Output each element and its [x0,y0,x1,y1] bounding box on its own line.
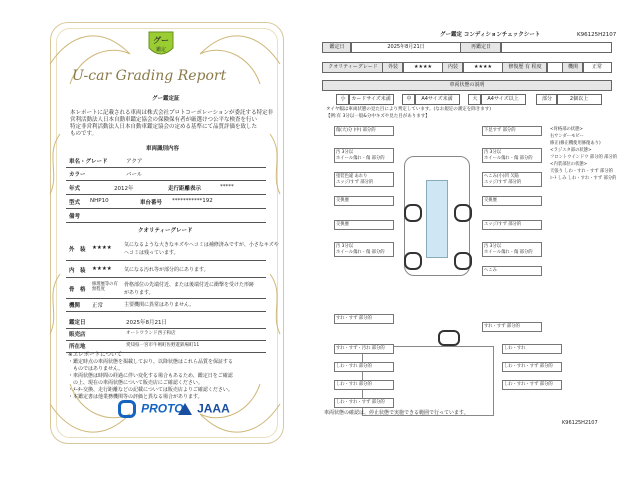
quality-label: クオリティーグレード [322,62,384,73]
footer-row: 鑑定日 2025年8月21日 [66,318,266,329]
steering-wheel-icon [438,330,460,346]
sheet-title: グー鑑定 コンディションチェックシート [440,32,541,38]
damage-label: 交換歴 [482,196,542,206]
reinspect-label: 再鑑定日 [460,42,502,53]
quality-section-title: クオリティーグレード [138,228,193,234]
int-stars: ★★★★ [462,62,504,73]
quality-row: 外 装 ★★★★ 気になるような大きなキズやヘコミは補修済みですが、小さなキズや ヘコミは残っています。 [66,240,266,261]
quality-row: 内 装 ★★★★ 気になる汚れ等が部分的にあります。 [66,263,266,278]
vehicle-row: カラー パール [66,170,266,181]
damage-label: 汚 3分以 ホイール傷れ・傷 部分的 [482,242,542,257]
damage-label: 交換歴 [334,196,394,206]
damage-label: しわ・すれ・すず 部分的 [502,380,562,390]
damage-label: すれ・すず 部分的 [334,314,394,324]
jaaa-logo: JAAA [178,398,230,417]
wheel-front-left [404,204,422,222]
vehicle-section-title: 車両識別内容 [146,146,180,152]
size-small: 小 [336,94,350,105]
intro-text: 本レポートに記載される車両は株式会社プロトコーポレーションが委託する特定非 営利活動法人日本自動車鑑定協会の保険保有者が厳選けつ公平な検査を行い 特定非営利活動法人日本自動車鑑定協会の定める基準にて品質評価を致した ものです。 [70,110,274,137]
damage-label: 汚 3分以 ホイール傷れ・傷 部分的 [334,242,394,257]
sheet-code: K96125H2107 [577,32,617,38]
quality-row: 骨 格 修理歴等の有無程度 骨格部位の先端付近、または後端付近に衝撃を受けた形跡 があります。 [66,280,266,299]
footer-row: 販売店 オートワランド西子和店 [66,330,266,341]
damage-label: しわ・すれ [502,344,562,354]
ext-label: 外装 [382,62,404,73]
damage-label: へこみ [482,266,542,276]
vehicle-row: 年式 2012年 走行距離表示 ***** [66,184,266,195]
damage-label: 下見すず 部分的 [482,126,542,136]
damage-label: しわ・すれ・すず 部分的 [502,362,562,372]
car-roof-glass [426,180,448,258]
size-large-desc: A4サイズ以上 [480,94,526,105]
engine-label: 機関 [562,62,584,73]
size-large: 大 [468,94,482,105]
wheel-rear-left [404,252,422,270]
reinspect-date [500,42,612,53]
state-section-title: 車両状態の説明 [322,80,612,91]
parts-label: 部分 [536,94,558,105]
footer-note: 車両状態の確認は、停止状態で実施できる範囲で行っています。 [324,410,469,416]
note-2: 【例:有 3分以一般&分中キズや見た目があります】 [326,114,430,119]
vehicle-row: 備考 [66,212,266,223]
wheel-rear-right [454,252,472,270]
damage-label: すれ・すず・汚れ 部分的 [334,344,394,354]
damage-label: 傷(大)分 (中) 部分的 [334,126,394,136]
damage-label: すれ・すず 部分的 [482,322,542,332]
svg-text:鑑定: 鑑定 [155,47,167,53]
vehicle-row: 車名・グレード アクア [66,157,266,168]
size-medium-desc: A4サイズ未満 [414,94,460,105]
parts-value: 2個以上 [556,94,602,105]
proto-logo: PROTO [118,398,184,418]
ext-stars: ★★★★ [402,62,444,73]
damage-label: 汚 3分以 ホイール傷れ・傷 部分的 [482,148,542,163]
damage-label: エッジ/すず 部分的 [482,220,542,230]
certificate-title: U-car Grading Report [72,68,227,84]
damage-label: しわ・すれ 部分的 [334,380,394,390]
damage-label: へこみ(小)凹 欠陥 エッジ/すず 部分的 [482,172,542,187]
condition-notes: <骨格部の状態> 右サンダーモビー 修正(修正機使用修復あり) <ラジエタ部の状態> フロントウインドウ 部分的 部分的 <内装部位の状態> 天張り しわ・すれ・すず 部分的 ｼｰﾄ しみ しわ・すれ・すず 部分的 [550,127,618,181]
note-1: タイヤ幅は車両状態の見た目により判定しています。(なお規定の測定を除きます) [326,107,492,112]
vehicle-row: 型式 NHP10 車台番号 ***********192 [66,198,266,209]
damage-label: 汚 3分以 ホイール傷れ・傷 部分的 [334,148,394,163]
inspect-date-label: 鑑定日 [322,42,352,53]
damage-label: しわ・すれ・すず 部分的 [334,398,394,408]
quality-row: 機関 正常 主要機関に異常はありません。 [66,301,266,312]
damage-label: しわ・すれ 部分的 [334,362,394,372]
grading-certificate [0,0,318,480]
notes: ※ヱレポートについて ・鑑定時点の車両状態を掲載しており、以降状態はこれら品質を保証する ものではありません。 ・車両状態は時間の経過に伴い変化する場合もあるため、鑑定日をご確認 の上、現在の車両状態について販売店にご確認ください。 ・ﾒｰﾀｰ交換、走行距離などの記載については販売店よりご確認ください。 ・本鑑定書は他業務機関等の評価と異なる場合があります。 [68,352,234,400]
certificate-subtitle: グー鑑定証 [152,96,180,102]
wheel-front-right [454,204,472,222]
damage-label: 塗装色違 あれり エッジ/すず 部分的 [334,172,394,187]
size-small-desc: カードサイズ未満 [348,94,394,105]
svg-text:グー: グー [153,36,169,45]
footer-code: K96125H2107 [562,420,598,426]
inspect-date: 2025年8月21日 [350,42,462,53]
repair-label: 修復歴 有 程度 [502,62,548,73]
condition-check-sheet [322,30,618,426]
size-medium: 中 [402,94,416,105]
footer-row: 所在地 愛知県一宮市牛剣町佐野遊鉄場町11 [66,342,266,353]
damage-label: 交換歴 [334,220,394,230]
int-label: 内装 [442,62,464,73]
goo-badge [147,30,175,60]
engine-value: 正常 [582,62,612,73]
